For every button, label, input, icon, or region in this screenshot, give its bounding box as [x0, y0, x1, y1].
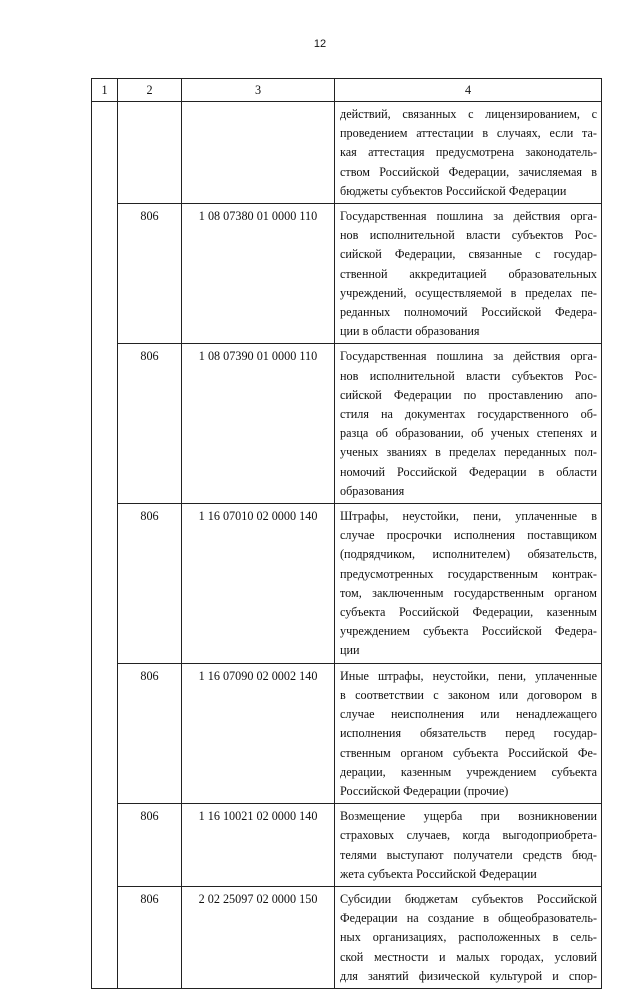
description-line: номочий Российской Федерации в области — [340, 464, 597, 479]
revenue-code-cell: 1 08 07380 01 0000 110 — [182, 204, 335, 344]
admin-code-cell: 806 — [118, 804, 182, 887]
description-cell — [335, 344, 602, 504]
description-line: сийской Федерации, связанные с государ- — [340, 247, 597, 262]
description-line: телями выступают получатели средств бюд- — [340, 847, 597, 862]
revenue-code-cell: 1 16 10021 02 0000 140 — [182, 804, 335, 887]
description-line: том, заключенным государственным органом — [340, 585, 597, 600]
description-line: страховых случаев, когда выгодоприобрета- — [340, 828, 597, 843]
header-cell: 2 — [118, 79, 182, 102]
admin-code-cell: 806 — [118, 886, 182, 988]
description-line: ством Российской Федерации, зачисляемая в — [340, 164, 597, 179]
description-line: Субсидии бюджетам субъектов Российской — [340, 891, 597, 906]
description-line: реданных полномочий Российской Федера- — [340, 305, 597, 320]
page-number: 12 — [313, 38, 327, 50]
description-line: Штрафы, неустойки, пени, уплаченные в — [340, 509, 597, 524]
revenue-code-cell: 1 08 07390 01 0000 110 — [182, 344, 335, 504]
description-line: сийской Федерации по проставлению апо- — [340, 387, 597, 402]
description-line: учреждений, осуществляемой в пределах пе- — [340, 285, 597, 300]
description-line: жета субъекта Российской Федерации — [340, 866, 537, 881]
description-line: ственной аккредитацией образовательных — [340, 266, 597, 281]
column-1-cell — [92, 102, 118, 989]
description-cell — [335, 886, 602, 988]
description-line: ных организациях, расположенных в сель- — [340, 930, 597, 945]
table-row — [92, 886, 602, 988]
description-line: Государственная пошлина за действия орга- — [340, 349, 597, 364]
description-line: бюджеты субъектов Российской Федерации — [340, 183, 567, 198]
description-cell — [335, 504, 602, 664]
admin-code-cell — [118, 102, 182, 204]
description-line: Возмещение ущерба при возникновении — [340, 809, 597, 824]
admin-code-cell: 806 — [118, 663, 182, 803]
description-line: ученых званиях в пределах переданных пол- — [340, 445, 597, 460]
description-line: в соответствии с законом или договором в — [340, 687, 597, 702]
revenue-codes-table — [91, 78, 602, 989]
description-line: Иные штрафы, неустойки, пени, уплаченные — [340, 668, 597, 683]
table-row — [92, 804, 602, 887]
description-line: проведением аттестации в случаях, если та- — [340, 126, 597, 141]
description-line: для занятий физической культурой и спор- — [340, 968, 597, 983]
description-line: учреждением субъекта Российской Федера- — [340, 624, 597, 639]
description-line: Государственная пошлина за действия орга- — [340, 209, 597, 224]
description-line: предусмотренных государственным контрак- — [340, 566, 597, 581]
header-cell: 1 — [92, 79, 118, 102]
description-line: ственным органом субъекта Российской Фе- — [340, 745, 597, 760]
description-line: образования — [340, 483, 405, 498]
description-line: нов исполнительной власти субъектов Рос- — [340, 228, 597, 243]
description-cell — [335, 102, 602, 204]
description-line: действий, связанных с лицензированием, с — [340, 107, 597, 121]
description-line: дерации, казенным учреждением субъекта — [340, 764, 597, 779]
table-row — [92, 504, 602, 664]
description-line: случае неисполнения или ненадлежащего — [340, 707, 597, 722]
description-line: случае просрочки исполнения поставщиком — [340, 528, 597, 543]
description-cell — [335, 663, 602, 803]
description-line: ской местности и малых городах, условий — [340, 949, 597, 964]
revenue-code-cell: 2 02 25097 02 0000 150 — [182, 886, 335, 988]
table-row — [92, 344, 602, 504]
table-row — [92, 663, 602, 803]
revenue-code-cell — [182, 102, 335, 204]
description-line: ции в области образования — [340, 324, 480, 339]
description-line: исполнения обязательств перед государ- — [340, 726, 597, 741]
description-line: ции — [340, 643, 360, 658]
description-line: (подрядчиком, исполнителем) обязательств, — [340, 547, 597, 562]
description-cell — [335, 204, 602, 344]
revenue-code-cell: 1 16 07090 02 0002 140 — [182, 663, 335, 803]
header-cell: 4 — [335, 79, 602, 102]
admin-code-cell: 806 — [118, 344, 182, 504]
description-cell — [335, 804, 602, 887]
description-line: субъекта Российской Федерации, казенным — [340, 605, 597, 620]
admin-code-cell: 806 — [118, 504, 182, 664]
header-cell: 3 — [182, 79, 335, 102]
table-header-row — [92, 79, 602, 102]
description-line: Федерации на создание в общеобразователь- — [340, 911, 597, 926]
description-line: Российской Федерации (прочие) — [340, 783, 509, 798]
revenue-code-cell: 1 16 07010 02 0000 140 — [182, 504, 335, 664]
description-line: стиля на документах государственного об- — [340, 407, 597, 422]
admin-code-cell: 806 — [118, 204, 182, 344]
description-line: разца об образовании, об ученых степенях и — [340, 426, 597, 441]
description-line: кая аттестация предусмотрена законодатель- — [340, 145, 597, 160]
description-line: нов исполнительной власти субъектов Рос- — [340, 368, 597, 383]
table-row — [92, 204, 602, 344]
table-row — [92, 102, 602, 204]
